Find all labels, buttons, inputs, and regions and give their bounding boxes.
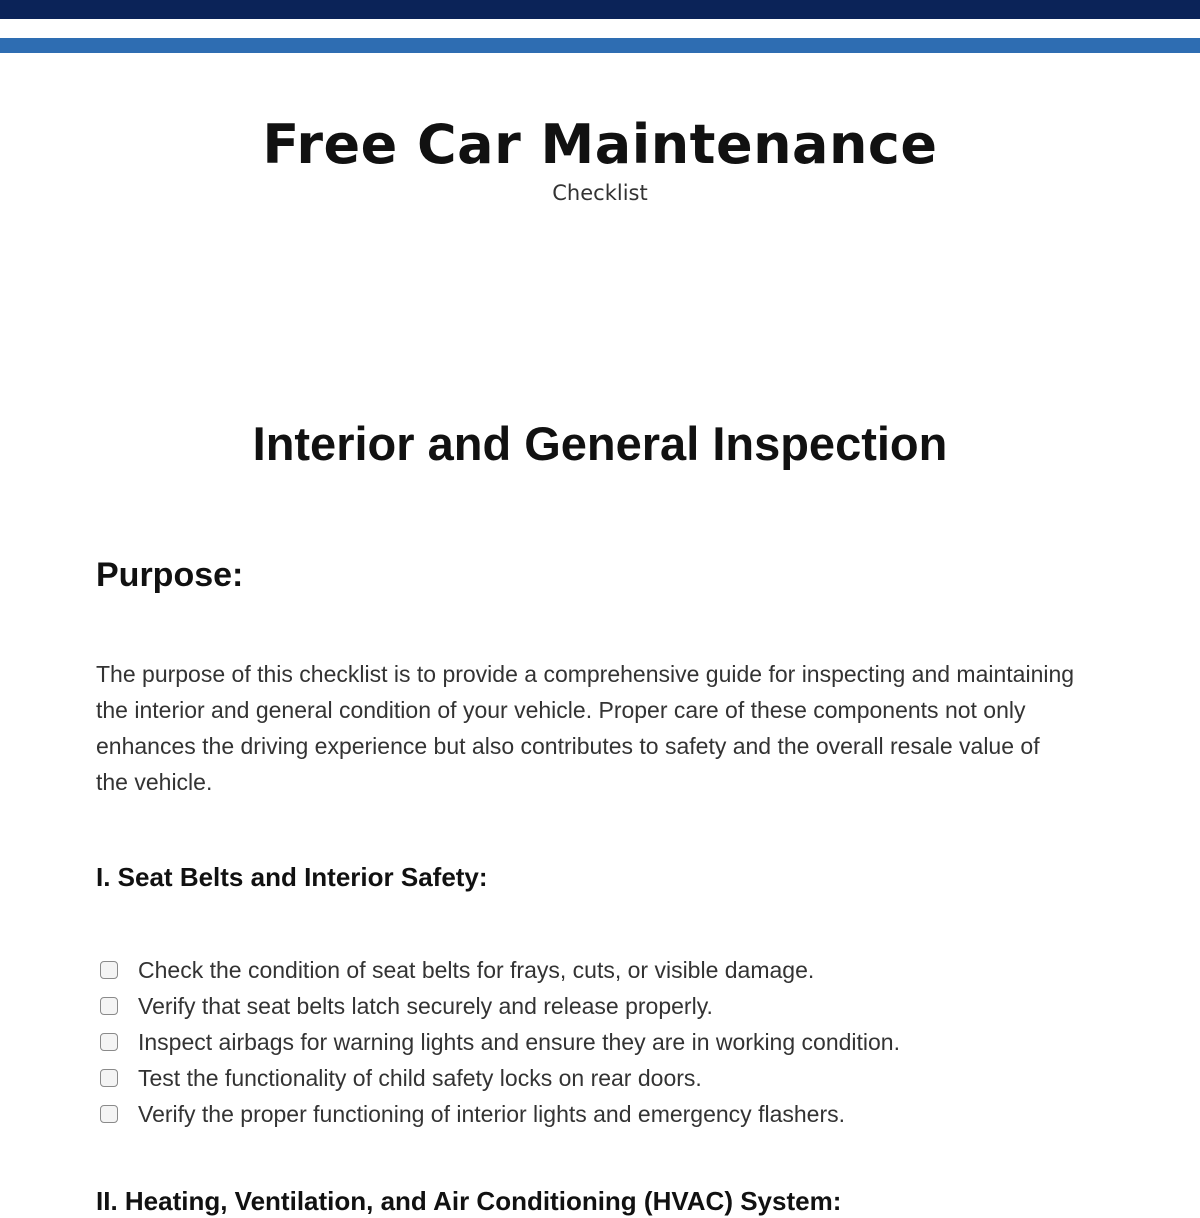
purpose-paragraph: The purpose of this checklist is to provide a comprehensive guide for inspecting and maintaining the interior and general condition of your vehicle. Proper care of these components not only enhances the driving experience but also contributes to safety and the overall resale value of the vehicle. (96, 661, 1075, 795)
checkbox[interactable] (100, 997, 118, 1015)
checklist-item (100, 952, 900, 988)
checklist-item-label: Verify that seat belts latch securely and release properly. (138, 993, 713, 1019)
checkbox[interactable] (100, 1069, 118, 1087)
checklist-item (100, 1060, 900, 1096)
seat-belts-checklist (100, 952, 900, 1132)
seat-belts-heading: I. Seat Belts and Interior Safety: (96, 862, 488, 892)
checklist-item (100, 988, 900, 1024)
top-accent-bar-light (0, 38, 1200, 53)
checkbox[interactable] (100, 961, 118, 979)
document-title: Free Car Maintenance (262, 113, 938, 176)
checkbox[interactable] (100, 1033, 118, 1051)
section-title: Interior and General Inspection (252, 417, 948, 470)
checklist-item-label: Inspect airbags for warning lights and ensure they are in working condition. (138, 1029, 900, 1055)
checklist-item (100, 1024, 900, 1060)
checkbox[interactable] (100, 1105, 118, 1123)
checklist-item-label: Test the functionality of child safety locks on rear doors. (138, 1065, 702, 1091)
checklist-item-label: Check the condition of seat belts for frays, cuts, or visible damage. (138, 957, 815, 983)
document-subtitle: Checklist (552, 181, 648, 205)
checklist-item-label: Verify the proper functioning of interior lights and emergency flashers. (138, 1101, 845, 1127)
hvac-heading: II. Heating, Ventilation, and Air Conditioning (HVAC) System: (96, 1186, 842, 1216)
top-accent-bar-dark (0, 0, 1200, 19)
purpose-heading: Purpose: (96, 556, 244, 594)
checklist-item (100, 1096, 900, 1132)
